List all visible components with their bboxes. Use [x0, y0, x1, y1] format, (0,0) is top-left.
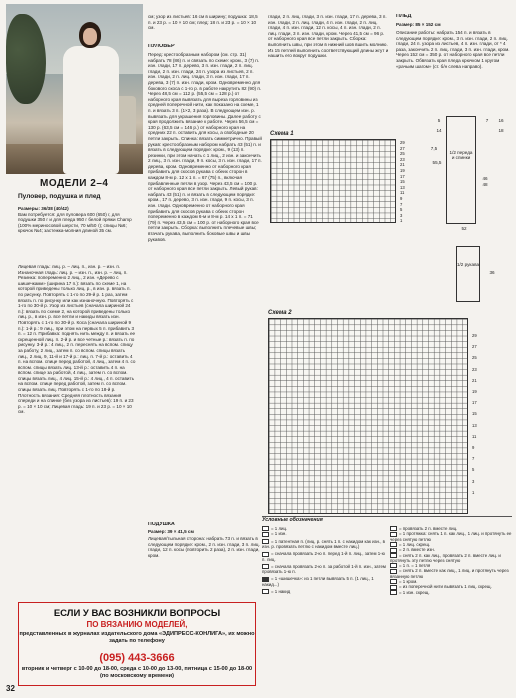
- dim-1: 16: [498, 118, 504, 123]
- model-subtitle: Пуловер, подушка и плед: [18, 193, 101, 200]
- twisted-purl-symbol-icon: [390, 590, 397, 595]
- materials-text: Вам потребуется: для пуловера 600 (650) г, для подушки 350 г и для пледа 950 г белой пряжи Champ (100% мериносовой шерсти, 70 м/50 г); спицы №6; крючок №4; застежка-молния длиной 35 см.: [18, 211, 132, 234]
- m1-symbol-icon: [390, 585, 397, 590]
- row-number: 7: [400, 201, 403, 207]
- row-number: 23: [400, 156, 405, 162]
- row-number: 13: [472, 422, 477, 428]
- row-number: 9: [472, 445, 475, 451]
- legend-title: Условные обозначения: [262, 517, 323, 523]
- row-number: 21: [400, 162, 405, 168]
- photo-person: [61, 22, 121, 174]
- ad-topic: ПО ВЯЗАНИЮ МОДЕЛЕЙ,: [86, 620, 188, 629]
- model-photo: [6, 4, 143, 174]
- scheme2-label: Схема 2: [268, 310, 292, 316]
- scheme2-row-numbers: [472, 330, 484, 498]
- row-number: 21: [472, 377, 477, 383]
- front-back-pattern-label: 1/2 переда и спинки: [449, 150, 473, 161]
- pullover-instructions: Перед: крестообразным набором (см. стр. 31) набрать 78 (86) п. и связать по схеме: кром., 3 (7) п. изн. глади, 17 п. дерево, 3 п. изн. глади, 2 п. лиц. глади, 2 п. изн. глади, 24 п. узора из листьев, 2 п. изн. глади, 2 п. лиц. глади, 3 п. изн. глади, 17 п. дерева, 3 (7) п. изн. глади, кром. Одновременно для бокового скоса с 1-го р. в работе накрутить 82 (90) п. Через 48,5 см = 112 р. (55,5 см = 128 р.) от наборного края вывязать для выреза горловины из средней поперечной нити, как показано на схеме, 1 п. и вязать 3 п. (1×2, 3 раза). В следующем изн. р. вывязать для украшения горловины. Далее работу с края продолжить вязание к работе. Через 56,5 см = 130 р. (63,5 см = 146 р.) от наборного края на средних 22 п. оставить для косы, а свободные 20 петли закрыть. Спинка: вязать симметрично. Правый рукав: крестообразным набором набрать 43 (51) п. и вязать в следующем порядке: кром., 9 (13) п. резинки, при этом начать с 1 лиц., 2 изн. и закончить 2 лиц., 3 п. изн. глади, 9 п. косы, 3 п. изн. глади, 17 п. дерева, кром. Одновременно от наборного края прибавить для скосов рукава с обеих сторон в каждом 8-м р. 12 х 1 п. = 67 (75) п., включая прибавленные петли в узор. Через 43,5 см = 100 р. от наборного края все петли закрыть. Левый рукав: набрать 43 (51) п. и вязать в следующем порядке: кром., 17 п. дерево, 3 п. изн. глади, 9 п. косы, 3 п. изн. глади. Одновременно от наборного края прибавить для скосов рукава с обеих сторон попеременно в каждом 6-м и 8-м р. 14 х 1 п. = 71 (79) п. Через 43,5 см = 100 р. от наборного края все петли закрыть. Сборка: выполнить плечевые швы; втачать рукава, выполнить боковые швы и швы рукавов.: [148, 52, 262, 242]
- pullover-heading: ПУЛОВЕР: [148, 44, 175, 49]
- row-number: 17: [472, 400, 477, 406]
- ad-text-1: представленных в журналах издательского дома «ЭДИПРЕСС-КОНЛИГА», их можно задать по телефону: [19, 631, 255, 644]
- blanket-heading: ПЛЕД: [396, 14, 412, 19]
- model-title: МОДЕЛИ 2–4: [40, 178, 109, 189]
- scheme1-label: Схема 1: [270, 131, 294, 137]
- sizes-materials: [18, 206, 136, 260]
- pillow-instructions: Лицевая/тыльная сторона: набрать 73 п. и вязать в следующем порядке: кром., 2 п. изн. глади, 3 п. лиц. глади, 12 п. косы (повторить 2 раза), 2 п. изн. глади, кром.: [148, 536, 260, 558]
- row-number: 5: [400, 207, 403, 213]
- blanket-instructions: Описание работы: набрать 154 п. и вязать в следующем порядке: кром., 3 п. изн. глади, 2 п. лиц. глади, 24 п. узора из листьев, 4 п. изн. глади, от * 4 раза, закончить 2 п. лиц. глади, 3 п. изн. глади, кром. Через 152 см = 350 р. от наборного края все петли закрыть. Обвязать края пледа крючком 1 кругом «рачьим шагом» (ст. б/н слева направо).: [396, 30, 510, 69]
- legend-item: = 2 п. вместе изн.: [390, 547, 512, 552]
- row-number: 23: [472, 366, 477, 372]
- row-number: 29: [472, 333, 477, 338]
- row-number: 17: [400, 173, 405, 179]
- row-number: 3: [400, 212, 403, 218]
- row-number: 25: [472, 355, 477, 361]
- yarn-over-symbol-icon: [262, 589, 269, 594]
- row-number: 15: [400, 179, 405, 185]
- legend-item: = 1 патентная п. (лиц. р. снять 1 п. с накидом как изн., в изн. р. провязать петлю с накидом вместе лиц.): [262, 538, 385, 550]
- sleeve-pattern: [456, 246, 480, 302]
- sizes-text: Размеры: 36/38 (40/42): [18, 206, 69, 211]
- dim-10: 36: [489, 270, 495, 275]
- row-number: 19: [472, 389, 477, 395]
- legend-item: = 1 изн. скрещ.: [390, 590, 512, 595]
- ad-text-2: вторник и четверг с 10-00 до 18-00, среда с 10-00 до 13-00, пятница с 15-00 до 18-00 (по московскому времени): [21, 666, 253, 679]
- ad-phone: (095) 443-3666: [99, 652, 175, 664]
- row-number: 9: [400, 195, 403, 201]
- legend-item: = из поперечной нити вывязать 1 лиц. скрещ.: [390, 584, 512, 589]
- question-ad-box: [18, 602, 256, 686]
- left-column-text: Лицевая гладь: лиц. р. – лиц. п., изн. р. – изн. п. Изнаночная гладь: лиц. р. – изн. п., изн. р. – лиц. п. Резинка: попеременно 2 лиц., 2 изн. «Дерево с шишечками» (ширина 17 п.): вязать по схеме 1, на которой приведены только лиц. р., в изн. р. вязать п. по рисунку. Повторять с 1-го по 29-й р. 1 раз, затем вязать п. по рисунку или как изнаночную. Повторять с 1-го по 30-й р. Узор из листьев (сначала шириной 24 п.): вязать по схеме 2, на которой приведены только лиц. р., в изн. р. все петли и накиды вязать изн. Повторять с 1-го по 30-й р. Коса (сначала шириной 9 п.): 1-й р.: 9 лиц., при этом на первых 5 п. прибавить 3 п. = 12 п. Прибавка: поднять нить между п. и вязать ее скрещенной лиц. п. 2-й р. и все четные р.: вязать п. по рисунку. 3-й р.: 4 лиц., 2 п. переснять на вспом. спицу за работу, 2 лиц., затем п. со вспом. спицы вязать лиц., 2 лиц. 9, 11-й и 17-й р.: лиц. п. 7-й р.: оставить 4 п. на вспом. спице перед работой, 4 лиц., затем 4 п. со вспом. спицы вязать лиц. 13-й р.: оставить 4 п. на вспом. спице за работой, 4 лиц., затем п. со вспом. спицы вязать лиц., 4 лиц. 15-й р.: 4 лиц., 4 п. оставить на вспом. спице перед работой, затем п. со вспом. спицы вязать лиц. Повторять с 1-го по 18-й р. Плотность вязания: Средняя плотность вязания спереди и на спинке (без узора из листьев): 19 п. и 23 р. = 10 × 10 см; Лицевая гладь: 19 п. и 23 р. = 10 × 10 см.: [18, 264, 136, 415]
- dim-3: 5: [437, 118, 441, 123]
- row-number: 13: [400, 184, 405, 190]
- row-number: 25: [400, 151, 405, 157]
- dim-9: 52: [461, 226, 467, 231]
- legend-item: = 1 лиц.: [262, 526, 386, 531]
- legend-col-2: [390, 526, 512, 595]
- legend-col-1: [262, 526, 386, 594]
- dim-2: 18: [498, 128, 504, 133]
- sleeve-pattern-label: 1/2 рукава: [456, 262, 480, 267]
- ad-question: ЕСЛИ У ВАС ВОЗНИКЛИ ВОПРОСЫ: [53, 608, 221, 619]
- row-number: 11: [472, 433, 477, 439]
- row-number: 29: [400, 140, 405, 145]
- photo-sweater: [63, 46, 119, 174]
- dim-6: 55,5: [432, 160, 442, 165]
- front-back-pattern: [446, 116, 476, 224]
- page-number: 32: [6, 684, 15, 693]
- dim-0: 7: [485, 118, 489, 123]
- row-number: 1: [400, 218, 403, 224]
- p2tog-symbol-icon: [390, 548, 397, 553]
- pillow-heading: ПОДУШКА: [148, 522, 175, 527]
- legend-item: = 1 п. = 1 петля: [390, 563, 512, 568]
- legend-item: = снять 2 п. как лиц., провязать 2 п. вместе лиц. и протянуть эту петлю через снятую: [390, 552, 501, 563]
- photo-face: [83, 28, 97, 45]
- purl-symbol-icon: [262, 532, 269, 537]
- legend-item: = 1 протяжка: снять 1 п. как лиц., 1 лиц. и протянуть ее через снятую петлю: [390, 531, 512, 542]
- dim-8: 48: [482, 182, 488, 187]
- legend-item: = снять 2 п. вместе как лиц., 1 лиц. и протянуть через вязанную петлю: [390, 568, 509, 579]
- legend-item: = 1 накид: [262, 589, 386, 594]
- row-number: 11: [400, 190, 405, 196]
- legend-item: = 1 кром.: [390, 579, 512, 584]
- legend-item: = 1 лиц. скрещ.: [390, 542, 512, 547]
- dim-4: 14: [436, 128, 442, 133]
- dim-5: 7,5: [430, 146, 438, 151]
- scheme2-chart: [268, 318, 468, 514]
- row-number: 1: [472, 489, 475, 495]
- row-number: 15: [472, 411, 477, 417]
- row-number: 19: [400, 167, 405, 173]
- row-number: 7: [472, 456, 475, 462]
- pillow-continued: глади, 2 п. лиц. глади, 3 п. изн. глади, 17 п. дерева, 3 п. изн. глади, 2 п. лиц. глади, 4 п. изн. глади, 2 п. лиц. глади, 4 п. изн. глади, 12 п. косы, 4 п. изн. глади, 2 п. лиц. глади, 3 п. изн. глади, кром. Через 41,5 см = 96 р. от наборного края все петли закрыть. Сборка: выполнить швы, при этом в нижний шов вшить молнию. Из 15 петлей выполнить соответствующий длины жгут и нашить его вокруг подушки.: [268, 14, 389, 59]
- blanket-size: Размер: 85 × 152 см: [396, 22, 441, 27]
- legend-item: = провязать 2 п. вместе лиц.: [390, 526, 512, 531]
- legend-item: = сначала провязать 2-ю п. за работой 1-й п. изн., затем провязать 1-ю п.: [262, 563, 386, 575]
- row-number: 3: [472, 478, 475, 484]
- pillow-size: Размер: 39 × 41,5 см: [148, 529, 194, 534]
- scheme1-row-numbers: [400, 140, 412, 224]
- dim-7: 46: [482, 176, 488, 181]
- row-number: 27: [400, 145, 405, 151]
- legend-item: = 1 изн.: [262, 531, 386, 536]
- col2-top: см; узор из листьев: 16 см в ширину; подушка: 18,5 п. и 23 р. = 10 × 10 см; плед: 18 п. и 23 р. = 10 × 10 см.: [148, 14, 258, 31]
- row-number: 5: [472, 467, 475, 473]
- scheme1-chart: [270, 139, 396, 223]
- row-number: 27: [472, 344, 477, 350]
- legend-item: = сначала провязать 2-ю п. перед 1-й п. лиц., затем 1-ю п. лиц.: [262, 551, 385, 562]
- legend-item: = 1 «шишечка»: из 1 петли вывязать 5 п. (1 лиц., 1 накид...): [262, 576, 374, 587]
